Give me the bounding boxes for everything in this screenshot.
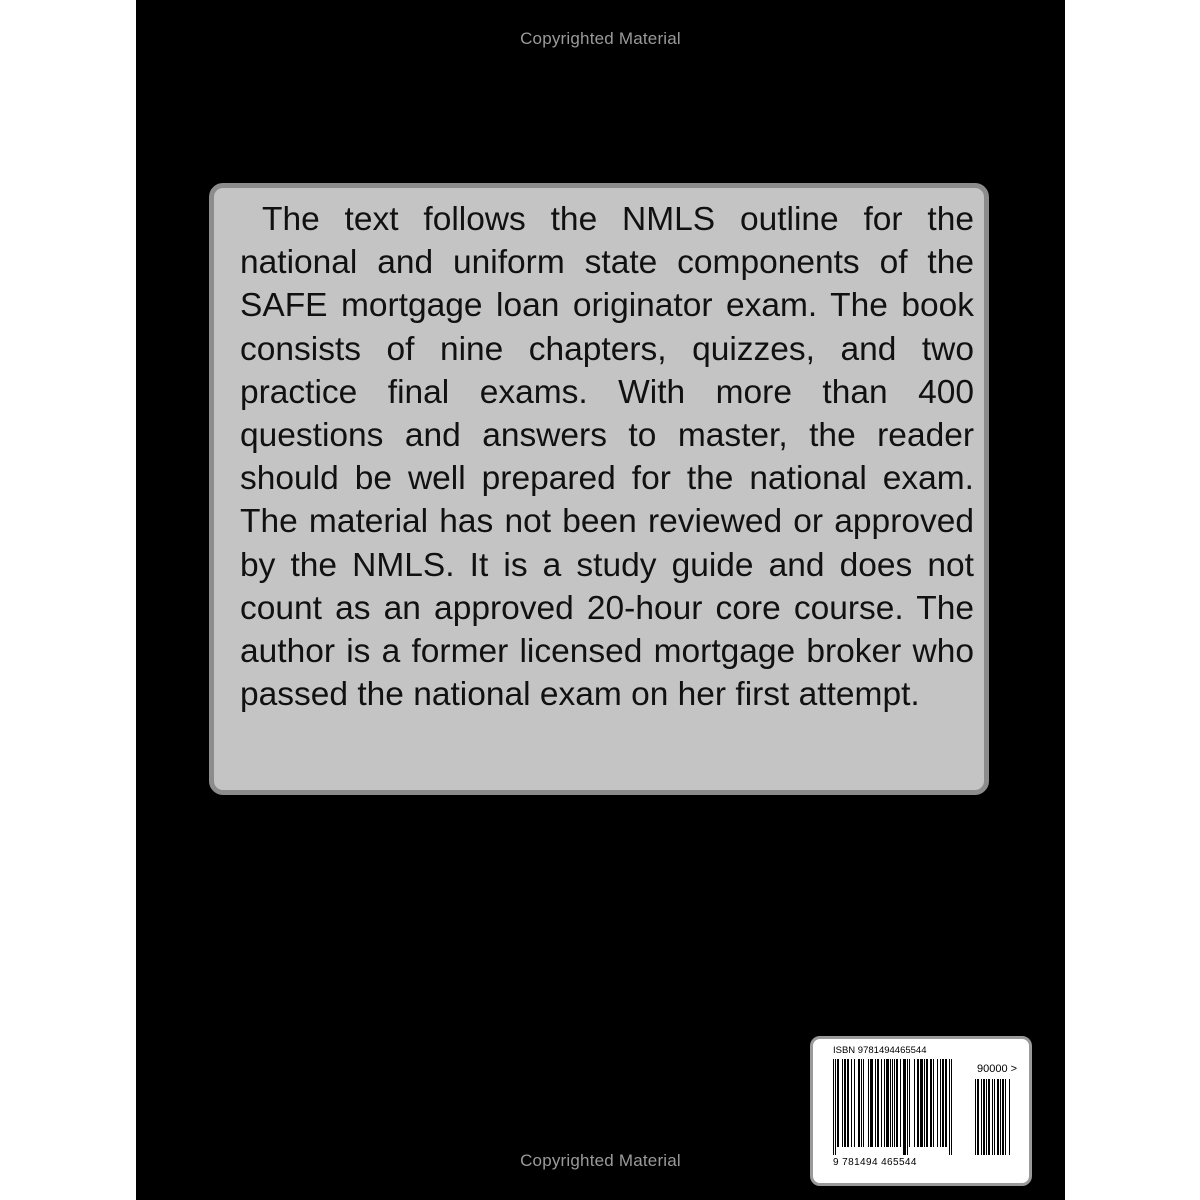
barcode-bar xyxy=(937,1059,938,1147)
barcode-bar xyxy=(877,1059,879,1147)
barcode-bar xyxy=(914,1059,915,1147)
description-panel xyxy=(209,183,989,795)
barcode-bar xyxy=(833,1059,834,1155)
barcode-bar xyxy=(920,1059,923,1147)
barcode-bar xyxy=(851,1059,852,1147)
barcode-bar xyxy=(894,1059,895,1147)
barcode-bar xyxy=(992,1079,993,1155)
barcode-bar xyxy=(896,1059,898,1147)
barcode-bar xyxy=(884,1059,885,1147)
barcode-bar xyxy=(1002,1079,1004,1155)
copyright-watermark-top: Copyrighted Material xyxy=(520,29,681,48)
barcode-bar xyxy=(868,1059,869,1147)
barcode-bar xyxy=(861,1059,862,1147)
barcode-bar xyxy=(886,1059,889,1147)
barcode-bar xyxy=(903,1059,906,1155)
barcode-bar xyxy=(924,1059,925,1147)
price-addon-barcode-bars xyxy=(975,1079,1015,1157)
barcode-bar xyxy=(854,1059,855,1147)
barcode-bar xyxy=(837,1059,839,1147)
barcode-digits: 9 781494 465544 xyxy=(833,1157,917,1168)
barcode-bar xyxy=(1005,1079,1006,1155)
barcode-bar xyxy=(844,1059,846,1147)
barcode-bar xyxy=(842,1059,843,1147)
isbn-label: ISBN 9781494465544 xyxy=(833,1045,927,1056)
ean-barcode-bars xyxy=(833,1059,973,1157)
barcode-bar xyxy=(997,1079,999,1155)
barcode-bar xyxy=(890,1059,891,1147)
barcode-bar xyxy=(981,1079,982,1155)
barcode-bar xyxy=(835,1059,836,1155)
barcode-bar xyxy=(983,1079,985,1155)
barcode-bar xyxy=(930,1059,932,1147)
barcode-bar xyxy=(909,1059,910,1147)
barcode-bar xyxy=(900,1059,901,1147)
barcode-bar xyxy=(1009,1079,1010,1155)
copyright-watermark-bottom: Copyrighted Material xyxy=(520,1151,681,1170)
barcode-bar xyxy=(870,1059,873,1147)
barcode-bar xyxy=(917,1059,919,1147)
book-description-text: The text follows the NMLS outline for the national and uniform state components of the SAFE mortgage loan originator exam. The book consists of nine chapters, quizzes, and two practice final exams. With more than 400 questions and answers to master, the reader should be well prepared for the national exam. The material has not been reviewed or approved by the NMLS. It is a study guide and does not count as an approved 20-hour core course. The author is a former licensed mortgage broker who passed the national exam on her first attempt. xyxy=(240,201,974,714)
barcode-bar xyxy=(940,1059,941,1147)
barcode-bar xyxy=(1000,1079,1001,1155)
barcode-bar xyxy=(933,1059,934,1147)
barcode-bar xyxy=(847,1059,849,1147)
barcode-bar xyxy=(945,1059,947,1147)
barcode-bar xyxy=(858,1059,860,1147)
barcode-bar xyxy=(994,1079,995,1155)
barcode-bar xyxy=(951,1059,952,1155)
back-cover xyxy=(136,0,1065,1200)
barcode-bar xyxy=(892,1059,893,1147)
barcode-bar xyxy=(881,1059,882,1147)
barcode-bar xyxy=(986,1079,987,1155)
barcode-bar xyxy=(977,1079,979,1155)
barcode-bar xyxy=(926,1059,928,1147)
barcode-bar xyxy=(949,1059,950,1155)
barcode-bar xyxy=(942,1059,944,1147)
price-code-label: 90000 > xyxy=(977,1063,1018,1075)
barcode-bar xyxy=(875,1059,876,1147)
barcode-bar xyxy=(988,1079,990,1155)
barcode-bar xyxy=(975,1079,976,1155)
barcode-bar xyxy=(907,1059,908,1155)
barcode-bar xyxy=(863,1059,864,1147)
